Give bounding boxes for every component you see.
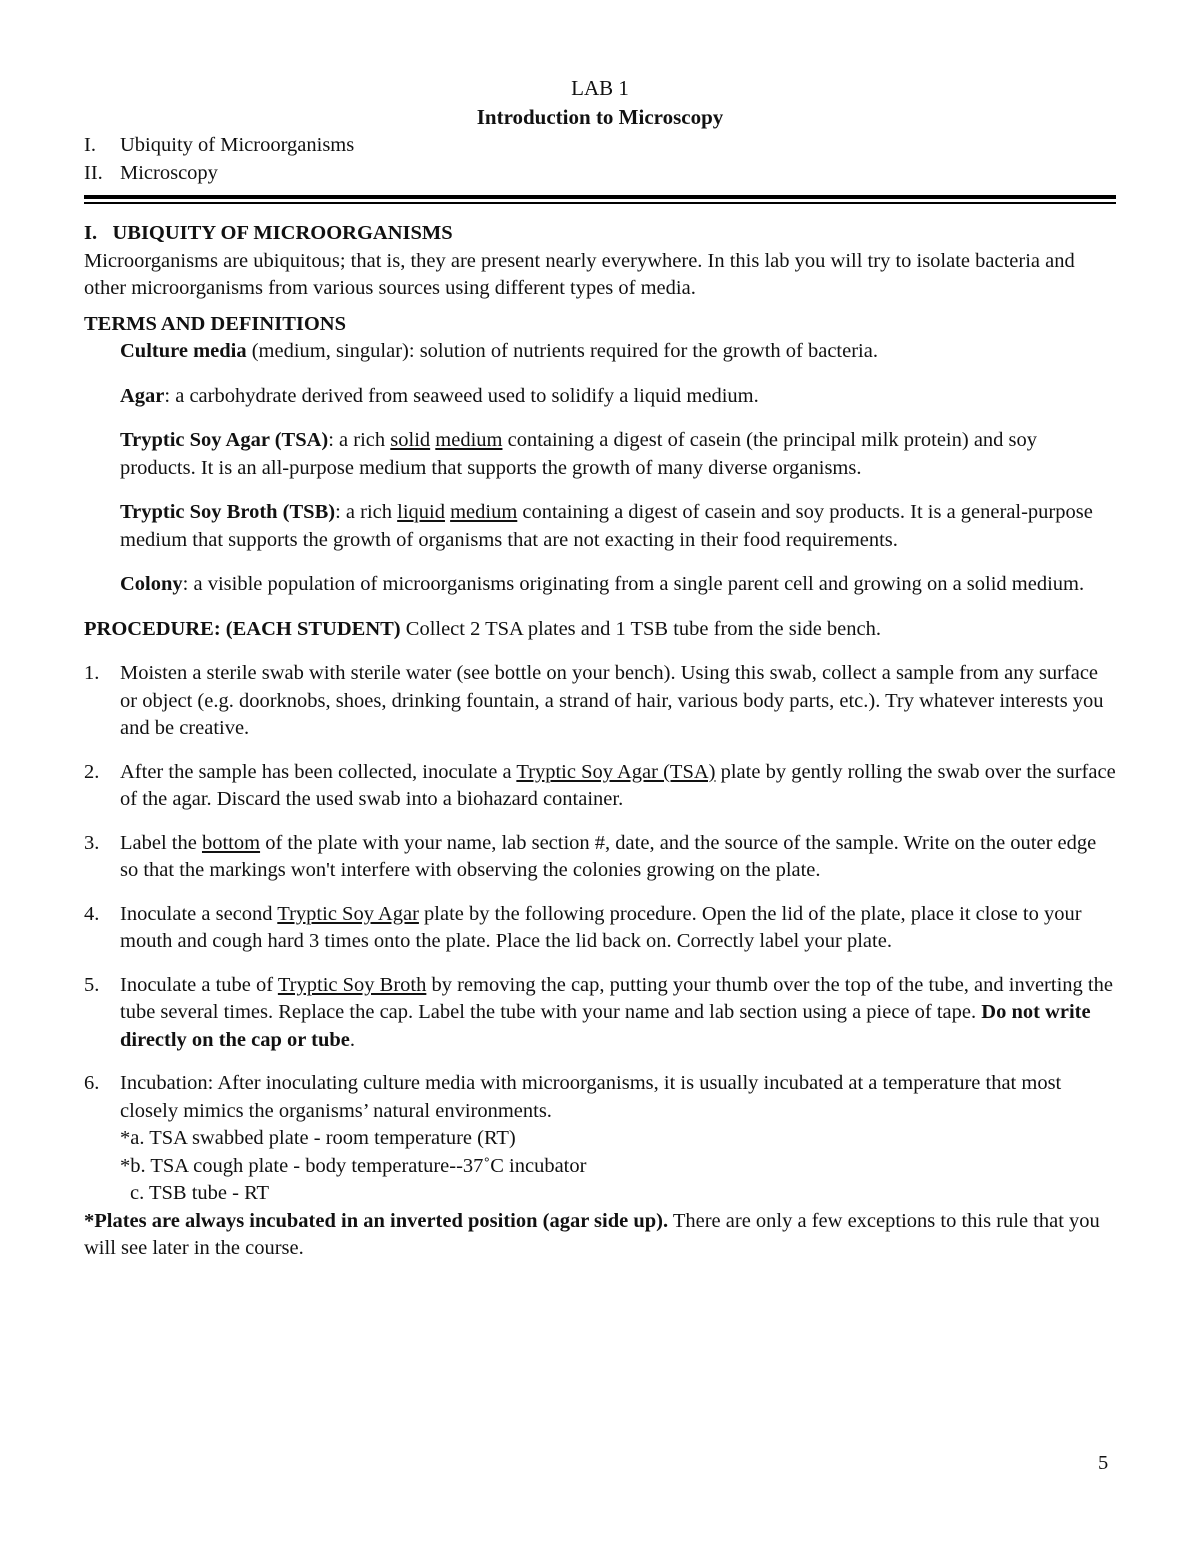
step-text-part: Inoculate a tube of	[120, 973, 278, 996]
term-name: Tryptic Soy Broth (TSB)	[120, 501, 336, 523]
underlined-word: solid	[390, 429, 431, 451]
step-text	[120, 901, 1116, 956]
underlined-word: medium	[450, 501, 518, 523]
term-name: Agar	[120, 384, 165, 407]
step-text	[120, 1070, 1116, 1208]
procedure-text: Collect 2 TSA plates and 1 TSB tube from the side bench.	[400, 617, 881, 640]
term-definition-part: containing a digest of casein and soy products. It is a general-purpose medium that supports the growth of organisms that are not exacting in their food requirements.	[120, 501, 1093, 551]
page-number: 5	[1098, 1452, 1109, 1474]
incubation-item: *a. TSA swabbed plate - room temperature (RT)	[120, 1127, 516, 1149]
procedure-step	[84, 1070, 1116, 1208]
underlined-word: bottom	[201, 831, 261, 854]
incubation-item: c. TSB tube - RT	[130, 1182, 270, 1204]
procedure-intro	[84, 616, 1116, 644]
note-bold: *Plates are always incubated in an inverted position (agar side up).	[84, 1209, 669, 1232]
procedure-step	[84, 830, 1116, 885]
step-number: 1.	[84, 662, 100, 684]
procedure-step	[84, 972, 1116, 1055]
terms-list	[120, 338, 1116, 599]
toc-item	[84, 132, 1116, 160]
term-tsa	[120, 427, 1116, 482]
lab-title: LAB 1	[571, 76, 629, 100]
step-number: 2.	[84, 760, 100, 783]
step-text-part: by removing the cap, putting your thumb over the top of the tube, and inverting the tube several times. Replace the cap. Label the tube with your name and lab section using a piece of tape.	[120, 973, 1113, 1023]
term-definition: : a visible population of microorganisms originating from a single parent cell and growing on a solid medium.	[182, 573, 1085, 595]
toc-number: II.	[84, 161, 103, 184]
step-number: 4.	[84, 902, 100, 925]
section-heading: I. UBIQUITY OF MICROORGANISMS	[84, 222, 453, 244]
step-text	[120, 830, 1116, 885]
step-text-part: Label the	[120, 831, 202, 854]
term-colony	[120, 571, 1116, 599]
term-definition-part: containing a digest of casein (the principal milk protein) and soy products. It is an all-purpose medium that supports the growth of many diverse organisms.	[120, 429, 1038, 479]
term-culture-media	[120, 338, 1116, 366]
step-text: Moisten a sterile swab with sterile water (see bottle on your bench). Using this swab, collect a sample from any surface or object (e.g. doorknobs, shoes, drinking fountain, a strand of hair, various body parts, etc.). Try whatever interests you and be creative.	[120, 662, 1104, 739]
section-intro: Microorganisms are ubiquitous; that is, they are present nearly everywhere. In this lab you will try to isolate bacteria and other microorganisms from various sources using different types of media.	[84, 249, 1075, 299]
step-text	[120, 972, 1116, 1055]
lab-subtitle: Introduction to Microscopy	[476, 105, 724, 129]
underlined-word: Tryptic Soy Agar (TSA)	[516, 760, 716, 783]
step-text-part: of the plate with your name, lab section #, date, and the source of the sample. Write on the outer edge so that the markings won't interfere with observing the colonies growing on the plate.	[120, 831, 1097, 881]
step-text-part: Inoculate a second	[120, 902, 278, 925]
note-text: There are only a few exceptions to this rule that you will see later in the course.	[84, 1209, 1100, 1259]
procedure-steps	[84, 660, 1116, 1208]
term-name: Culture media	[120, 340, 247, 362]
step-number: 3.	[84, 831, 100, 854]
toc-label: Ubiquity of Microorganisms	[120, 134, 355, 156]
document-page	[84, 74, 1116, 1263]
toc-number: I.	[84, 134, 96, 156]
toc-item	[84, 160, 1116, 188]
step-text-part: plate by the following procedure. Open the lid of the plate, place it close to your mouth and cough hard 3 times onto the plate. Place the lid back on. Correctly label your plate.	[120, 902, 1082, 952]
term-tsb	[120, 499, 1116, 554]
procedure-heading: PROCEDURE: (EACH STUDENT)	[84, 617, 401, 640]
step-number: 6.	[84, 1072, 100, 1094]
term-definition-part: : a rich	[335, 501, 398, 523]
term-agar	[120, 383, 1116, 411]
procedure-step	[84, 660, 1116, 743]
step-text-part: .	[349, 1028, 355, 1051]
toc-label: Microscopy	[120, 161, 218, 184]
terms-heading: TERMS AND DEFINITIONS	[84, 312, 346, 335]
term-definition-part: : a rich	[328, 429, 391, 451]
procedure-step	[84, 901, 1116, 956]
rule-thin	[84, 202, 1116, 204]
term-definition: (medium, singular): solution of nutrients required for the growth of bacteria.	[246, 340, 878, 362]
step-text-part: plate by gently rolling the swab over the surface of the agar. Discard the used swab into a biohazard container.	[120, 760, 1116, 810]
procedure-step	[84, 759, 1116, 814]
step-number: 5.	[84, 973, 100, 996]
step-text	[120, 759, 1116, 814]
underlined-word: Tryptic Soy Agar	[277, 902, 419, 925]
term-name: Colony	[120, 573, 183, 595]
term-name: Tryptic Soy Agar (TSA)	[120, 429, 329, 451]
toc	[84, 132, 1116, 187]
incubation-item: *b. TSA cough plate - body temperature--37˚C incubator	[120, 1154, 587, 1177]
double-rule	[84, 195, 1116, 204]
term-definition: : a carbohydrate derived from seaweed used to solidify a liquid medium.	[164, 384, 759, 407]
underlined-word: Tryptic Soy Broth	[277, 973, 427, 996]
underlined-word: liquid	[397, 501, 445, 523]
step-text-part: After the sample has been collected, inoculate a	[120, 760, 517, 783]
rule-thick	[84, 195, 1116, 199]
incubation-note	[84, 1208, 1116, 1263]
underlined-word: medium	[435, 429, 503, 451]
step-text-part: Incubation: After inoculating culture media with microorganisms, it is usually incubated at a temperature that most closely mimics the organisms’ natural environments.	[120, 1072, 1062, 1122]
bold-warning: Do not write directly on the cap or tube	[120, 1001, 1091, 1051]
